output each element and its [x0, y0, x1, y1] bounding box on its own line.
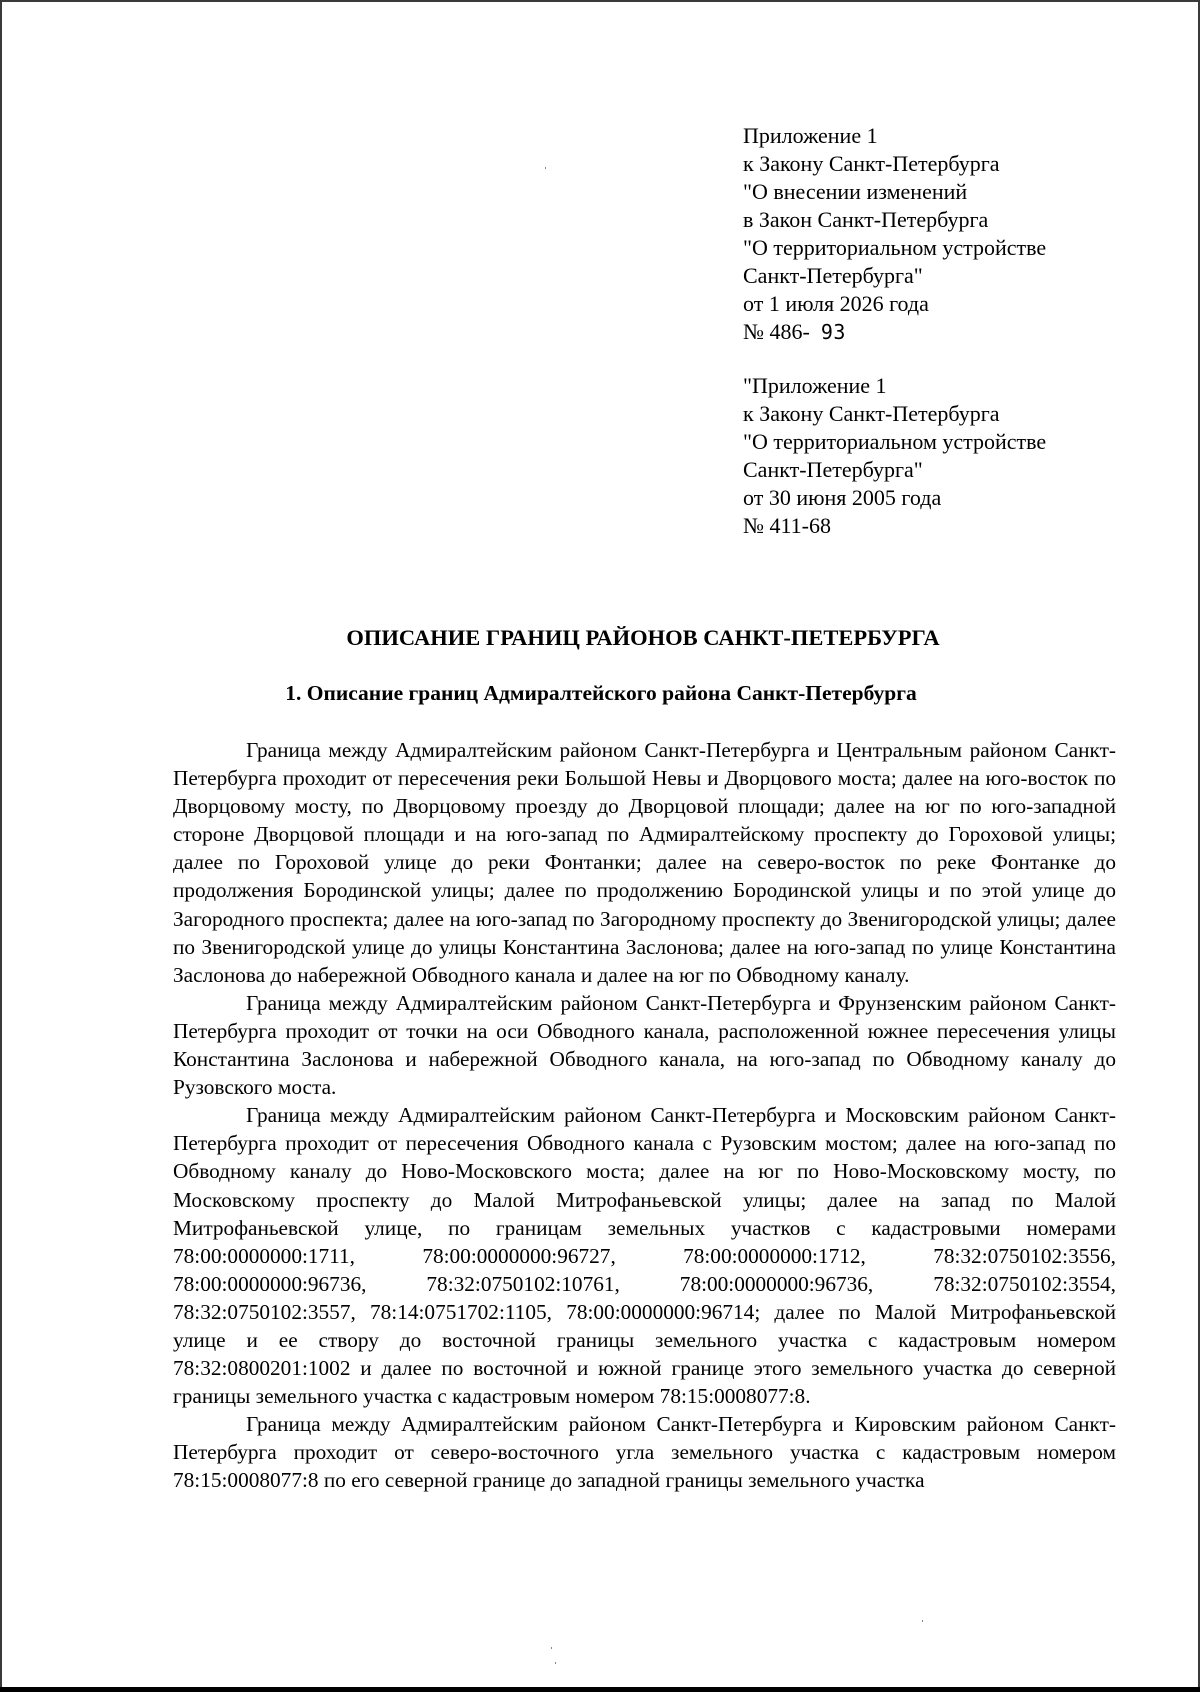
appendix-header-original-law	[743, 372, 1046, 540]
law-number-label: № 486-	[743, 319, 810, 344]
header-line: от 1 июля 2026 года	[743, 291, 929, 316]
law-number-value: 93	[820, 320, 846, 344]
header-line: к Закону Санкт-Петербурга	[743, 151, 1000, 176]
scan-speck	[555, 1662, 556, 1664]
page-bottom-border	[0, 1687, 1200, 1692]
scan-speck	[922, 1620, 923, 1622]
paragraph: Граница между Адмиралтейским районом Санкт-Петербурга и Московским районом Санкт-Петербурга проходит от пересечения Обводного канала с Рузовским мостом; далее на юго-запад по Обводному каналу до Ново-Московского моста; далее на юг по Ново-Московскому мосту, по Московскому проспекту до Малой Митрофаньевской улицы; далее на запад по Малой Митрофаньевской улице, по границам земельных участков с кадастровыми номерами 78:00:0000000:1711, 78:00:0000000:96727, 78:00:0000000:1712, 78:32:0750102:3556, 78:00:0000000:96736, 78:32:0750102:10761, 78:00:0000000:96736, 78:32:0750102:3554, 78:32:0750102:3557, 78:14:0751702:1105, 78:00:0000000:96714; далее по Малой Митрофаньевской улице и ее створу до восточной границы земельного участка с кадастровым номером 78:32:0800201:1002 и далее по восточной и южной границе этого земельного участка до северной границы земельного участка с кадастровым номером 78:15:0008077:8.	[173, 1103, 1116, 1409]
header-line: "Приложение 1	[743, 373, 887, 398]
header-line: Санкт-Петербурга"	[743, 263, 923, 288]
law-number-line	[743, 318, 1046, 346]
header-line: № 411-68	[743, 513, 831, 538]
header-line: в Закон Санкт-Петербурга	[743, 207, 989, 232]
header-line: "О территориальном устройстве	[743, 429, 1047, 454]
scan-speck	[545, 167, 546, 169]
appendix-header-current-law	[743, 122, 1046, 346]
section-title: 1. Описание границ Адмиралтейского района Санкт-Петербурга	[285, 681, 917, 705]
header-line: "О внесении изменений	[743, 179, 968, 204]
paragraph: Граница между Адмиралтейским районом Санкт-Петербурга и Центральным районом Санкт-Петербурга проходит от пересечения реки Большой Невы и Дворцового моста; далее на юго-восток по Дворцовому мосту, по Дворцовому проезду до Дворцовой площади; далее на юг по юго-западной стороне Дворцовой площади и на юго-запад по Адмиралтейскому проспекту до Гороховой улицы; далее по Гороховой улице до реки Фонтанки; далее на северо-восток по реке Фонтанке до продолжения Бородинской улицы; далее по продолжению Бородинской улицы и по этой улице до Загородного проспекта; далее на юго-запад по Загородному проспекту до Звенигородской улицы; далее по Звенигородской улице до улицы Константина Заслонова; далее на юго-запад по улице Константина Заслонова до набережной Обводного канала и далее на юг по Обводному каналу.	[173, 738, 1116, 987]
header-line: от 30 июня 2005 года	[743, 485, 942, 510]
header-line: Санкт-Петербурга"	[743, 457, 923, 482]
paragraph: Граница между Адмиралтейским районом Санкт-Петербурга и Фрунзенским районом Санкт-Петербурга проходит от точки на оси Обводного канала, расположенной южнее пересечения улицы Константина Заслонова и набережной Обводного канала, на юго-запад по Обводному каналу до Рузовского моста.	[173, 990, 1116, 1100]
header-line: к Закону Санкт-Петербурга	[743, 401, 1000, 426]
paragraph: Граница между Адмиралтейским районом Санкт-Петербурга и Кировским районом Санкт-Петербурга проходит от северо-восточного угла земельного участка с кадастровым номером 78:15:0008077:8 по его северной границе до западной границы земельного участка	[173, 1412, 1116, 1493]
header-line: "О территориальном устройстве	[743, 235, 1047, 260]
document-body	[173, 736, 1116, 1495]
scan-speck	[551, 1647, 552, 1649]
document-title: ОПИСАНИЕ ГРАНИЦ РАЙОНОВ САНКТ-ПЕТЕРБУРГА	[346, 625, 940, 650]
header-line: Приложение 1	[743, 123, 878, 148]
